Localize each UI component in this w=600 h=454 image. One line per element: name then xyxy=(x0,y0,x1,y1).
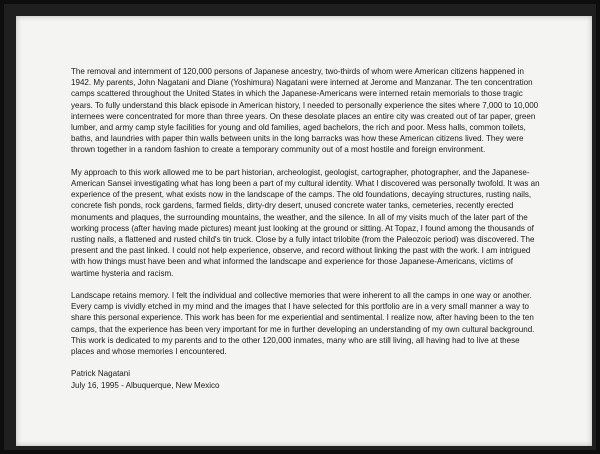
paragraph-approach: My approach to this work allowed me to be part historian, archeologist, geologist, cartographer, photographer, and the Japanese-American Sansei investigating what has long been a part of my cultural identity. What I discovered was personally twofold. It was an experience of the present, what exists now in the landscape of the camps. The old foundations, decaying structures, rusting nails, concrete fish ponds, rock gardens, farmed fields, dirty-dry desert, unused concrete water tanks, cemeteries, recently erected monuments and plaques, the surrounding mountains, the weather, and the silence. In all of my visits much of the later part of the working process (after having made pictures) meant just looking at the ground or sitting. At Topaz, I found among the thousands of rusting nails, a flattened and rusted child's tin truck. Close by a fully intact trilobite (from the Paleozoic period) was discovered. The present and the past linked. I could not help experience, observe, and record without linking the past with the work. I am intrigued with how things must have been and what informed the landscape and experience for those Japanese-Americans, victims of wartime hysteria and racism. xyxy=(71,167,540,278)
artist-statement xyxy=(71,66,541,391)
signature-block xyxy=(71,368,541,390)
paragraph-memory: Landscape retains memory. I felt the individual and collective memories that were inherent to all the camps in one way or another. Every camp is vividly etched in my mind and the images that I have selected for this portfolio are in a very small manner a way to share this personal experience. This work has been for me experiential and sentimental. I realize now, after having been to the ten camps, that the experience has been very important for me in further developing an understanding of my own cultural background. This work is dedicated to my parents and to the other 120,000 inmates, many who are still living, all having had to live at these places and whose memories I encountered. xyxy=(71,291,535,357)
signature-date: July 16, 1995 - Albuquerque, New Mexico xyxy=(71,380,220,390)
signature-name: Patrick Nagatani xyxy=(71,369,131,379)
paragraph-internment: The removal and internment of 120,000 persons of Japanese ancestry, two-thirds of whom were American citizens happened in 1942. My parents, John Nagatani and Diane (Yoshimura) Nagatani were interned at Jerome and Manzanar. The ten concentration camps scattered throughout the United States in which the Japanese-Americans were interned retain memorials to those tragic years. To fully understand this black episode in American history, I needed to personally experience the sites where 7,000 to 10,000 internees were concentrated for more than three years. On these desolate places an entire city was created out of tar paper, green lumber, and army camp style facilities for young and old families, aged bachelors, the rich and poor. Mess halls, common toilets, baths, and laundries with paper thin walls between units in the long barracks was how these American citizens lived. They were thrown together in a random fashion to create a temporary community out of a most hostile and foreign environment. xyxy=(71,67,539,155)
